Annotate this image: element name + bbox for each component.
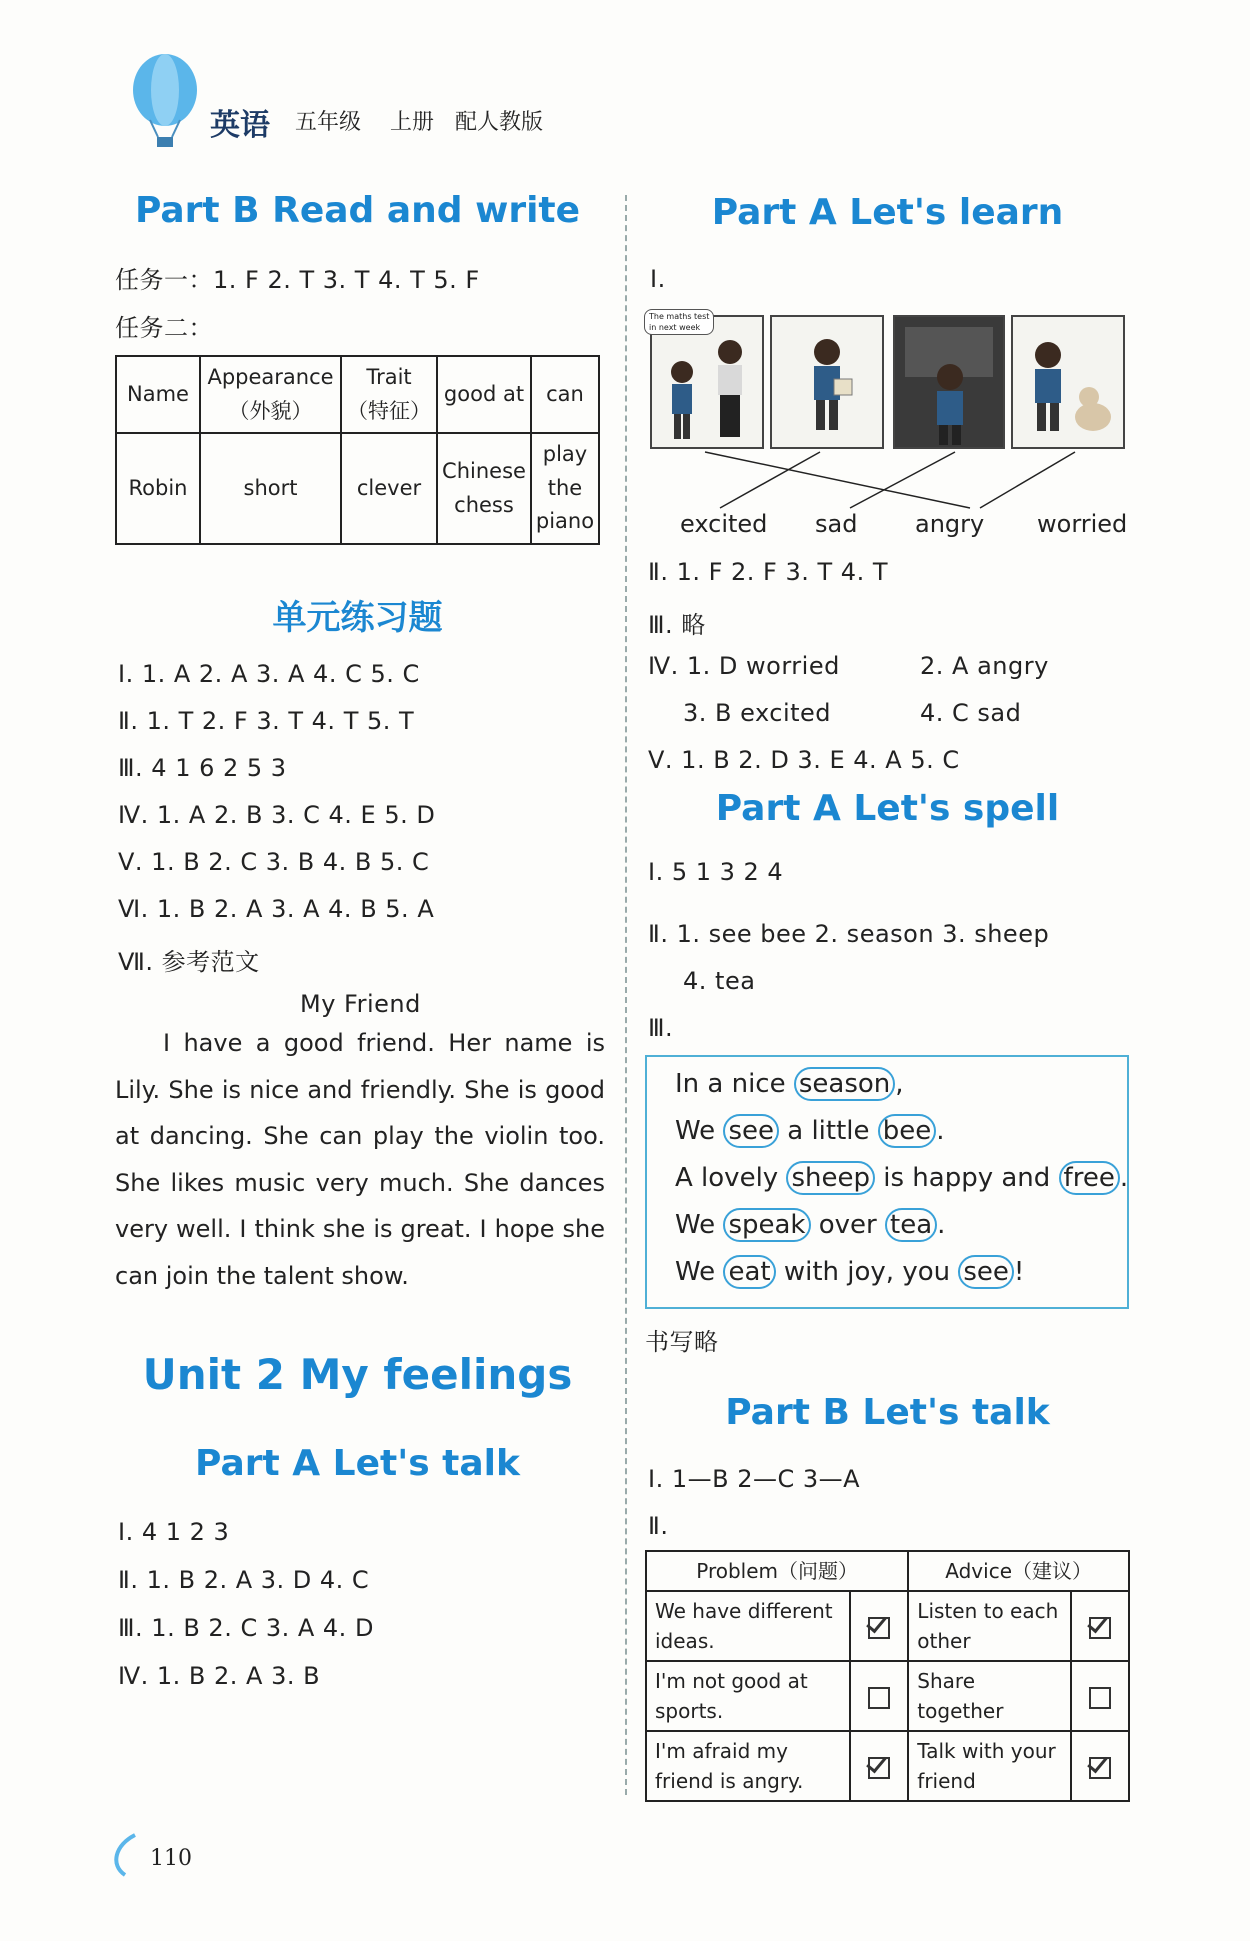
picture-gift [770, 315, 884, 449]
advice-cell: Listen to each other [908, 1591, 1071, 1661]
learn-q4-d: 4. C sad [920, 699, 1022, 727]
match-line-1 [705, 452, 970, 508]
poem-text: is happy and [874, 1163, 1059, 1193]
spell-q1: Ⅰ. 5 1 3 2 4 [648, 858, 784, 886]
speech-bubble [644, 309, 714, 335]
learn-q5: Ⅴ. 1. B 2. D 3. E 4. A 5. C [648, 746, 960, 774]
learn-q4-c: 3. B excited [683, 699, 832, 727]
spell-q2-line1: Ⅱ. 1. see bee 2. season 3. sheep [648, 920, 1050, 948]
good-at-line1: Chinese [442, 458, 526, 483]
checkbox[interactable] [1089, 1617, 1111, 1639]
poem-line-5 [675, 1257, 1024, 1287]
unit2-title: Unit 2 My feelings [142, 1350, 573, 1399]
advice-cell: Share together [908, 1661, 1071, 1731]
page-number: 110 [150, 1846, 192, 1871]
boy-gift-illustration [772, 317, 882, 447]
problem-cell: I'm not good at sports. [646, 1661, 850, 1731]
poem-text: with joy, you [775, 1257, 959, 1287]
page-header [100, 45, 660, 165]
exercise-line-6: Ⅵ. 1. B 2. A 3. A 4. B 5. A [118, 895, 435, 923]
circled-word: see [723, 1114, 779, 1148]
poem-text: , [895, 1069, 904, 1099]
poem-text: . [937, 1210, 946, 1240]
boy-dog-illustration [1013, 317, 1123, 447]
poem-text: a little [779, 1116, 878, 1146]
exercise-line-4: Ⅳ. 1. A 2. B 3. C 4. E 5. D [118, 801, 436, 829]
problem-checkbox-cell [850, 1591, 908, 1661]
picture-window [893, 315, 1005, 449]
circled-word: free [1059, 1161, 1120, 1195]
talk-line-2: Ⅱ. 1. B 2. A 3. D 4. C [118, 1566, 370, 1594]
problem-cell: We have different ideas. [646, 1591, 850, 1661]
header-good-at: good at [437, 356, 531, 433]
can-line1: play the [542, 442, 588, 500]
learn-q4-a: Ⅳ. 1. D worried [648, 652, 840, 680]
poem-text: over [810, 1210, 886, 1240]
part-a-spell-title: Part A Let's spell [715, 788, 1060, 829]
btalk-q2: Ⅱ. [648, 1512, 669, 1540]
poem-text: . [1119, 1163, 1129, 1193]
exercise-line-5: Ⅴ. 1. B 2. C 3. B 4. B 5. C [118, 848, 430, 876]
circled-word: bee [878, 1114, 937, 1148]
poem-text: We [675, 1257, 724, 1287]
checkbox[interactable] [868, 1757, 890, 1779]
circled-word: tea [885, 1208, 937, 1242]
checkbox[interactable] [1089, 1757, 1111, 1779]
writing-note: 书写略 [645, 1328, 719, 1356]
table-row [646, 1661, 1129, 1731]
matching-lines [640, 440, 1140, 520]
header-trait [341, 356, 437, 433]
checkbox[interactable] [868, 1617, 890, 1639]
boy-teacher-illustration [652, 317, 762, 447]
exercise-line-2: Ⅱ. 1. T 2. F 3. T 4. T 5. T [118, 707, 415, 735]
poem-text: We [675, 1210, 724, 1240]
essay-title: My Friend [300, 990, 421, 1018]
grade-label: 五年级 [295, 110, 362, 135]
spell-q2-line2: 4. tea [683, 967, 756, 995]
header-can: can [531, 356, 599, 433]
cell-name: Robin [116, 433, 200, 544]
cell-good-at [437, 433, 531, 544]
table-row [646, 1731, 1129, 1801]
edition-label: 配人教版 [455, 110, 544, 135]
poem-line-2 [675, 1116, 945, 1146]
circled-word: sheep [786, 1161, 875, 1195]
part-a-learn-title: Part A Let's learn [711, 192, 1064, 233]
appearance-label: Appearance [207, 365, 334, 389]
page-swoosh-icon [105, 1830, 145, 1880]
checkbox[interactable] [1089, 1687, 1111, 1709]
header-appearance [200, 356, 341, 433]
header-advice: Advice（建议） [908, 1551, 1129, 1591]
picture-test [649, 312, 764, 449]
circled-word: eat [723, 1255, 775, 1289]
table-row [646, 1591, 1129, 1661]
table-row [116, 433, 599, 544]
advice-cell: Talk with your friend [908, 1731, 1071, 1801]
header-name: Name [116, 356, 200, 433]
learn-q1-label: Ⅰ. [650, 265, 666, 293]
subject-label: 英语 [210, 108, 270, 143]
poem-text: . [936, 1116, 945, 1146]
advice-table [645, 1550, 1130, 1802]
poem-text: ! [1013, 1257, 1025, 1287]
talk-line-4: Ⅳ. 1. B 2. A 3. B [118, 1662, 321, 1690]
poem-line-3 [675, 1163, 1128, 1193]
match-line-3 [850, 452, 955, 508]
part-b-read-write-title: Part B Read and write [134, 190, 581, 231]
table-row [116, 356, 599, 433]
learn-q2: Ⅱ. 1. F 2. F 3. T 4. T [648, 558, 888, 586]
talk-line-3: Ⅲ. 1. B 2. C 3. A 4. D [118, 1614, 374, 1642]
column-divider [625, 195, 627, 1795]
problem-checkbox-cell [850, 1731, 908, 1801]
exercise-line-7: Ⅶ. 参考范文 [118, 948, 260, 976]
learn-q4-b: 2. A angry [920, 652, 1049, 680]
good-at-line2: chess [454, 492, 514, 517]
circled-word: see [958, 1255, 1014, 1289]
trait-table [115, 355, 600, 545]
cell-trait: clever [341, 433, 437, 544]
boy-window-illustration [895, 317, 1003, 447]
cell-can [531, 433, 599, 544]
table-row [646, 1551, 1129, 1591]
poem-text: A lovely [675, 1163, 787, 1193]
part-b-talk-title: Part B Let's talk [725, 1392, 1050, 1433]
feeling-sad: sad [815, 510, 858, 538]
picture-dog [1011, 315, 1125, 449]
poem-text: In a nice [675, 1069, 794, 1099]
poem-box [645, 1055, 1129, 1309]
term-label: 上册 [390, 110, 435, 135]
unit-exercises-title: 单元练习题 [272, 598, 443, 638]
exercise-line-3: Ⅲ. 4 1 6 2 5 3 [118, 754, 287, 782]
advice-checkbox-cell [1071, 1591, 1129, 1661]
btalk-q1: Ⅰ. 1—B 2—C 3—A [648, 1465, 861, 1493]
spell-q3: Ⅲ. [648, 1014, 674, 1042]
appearance-cn: （外貌） [228, 398, 313, 423]
problem-cell: I'm afraid my friend is angry. [646, 1731, 850, 1801]
circled-word: season [794, 1067, 895, 1101]
talk-line-1: Ⅰ. 4 1 2 3 [118, 1518, 230, 1546]
advice-checkbox-cell [1071, 1731, 1129, 1801]
feeling-angry: angry [915, 510, 985, 538]
poem-line-1 [675, 1069, 904, 1099]
bubble-line2: in next week [649, 323, 701, 332]
feeling-excited: excited [680, 510, 768, 538]
task2-label: 任务二： [115, 314, 213, 342]
match-line-4 [980, 452, 1075, 508]
task1-answers: 任务一：1. F 2. T 3. T 4. T 5. F [115, 266, 480, 294]
checkbox[interactable] [868, 1687, 890, 1709]
trait-label: Trait [366, 365, 412, 389]
bubble-line1: The maths test [649, 312, 710, 321]
header-problem: Problem（问题） [646, 1551, 908, 1591]
learn-q3: Ⅲ. 略 [648, 611, 706, 639]
can-line2: piano [535, 509, 595, 534]
essay-body: I have a good friend. Her name is Lily. She is nice and friendly. She is good at dancing. She can play the violin too. She likes music very much. She dances very well. I think she is great. I hope she can join the talent show. [115, 1029, 605, 1290]
part-a-talk-title: Part A Let's talk [195, 1443, 520, 1484]
cell-appearance: short [200, 433, 341, 544]
poem-line-4 [675, 1210, 945, 1240]
match-line-2 [720, 452, 820, 508]
problem-checkbox-cell [850, 1661, 908, 1731]
exercise-line-1: Ⅰ. 1. A 2. A 3. A 4. C 5. C [118, 660, 420, 688]
advice-checkbox-cell [1071, 1661, 1129, 1731]
essay-text [115, 1020, 605, 1299]
hot-air-balloon-icon [120, 45, 220, 155]
trait-cn: （特征） [347, 398, 431, 423]
feeling-worried: worried [1037, 510, 1128, 538]
circled-word: speak [723, 1208, 810, 1242]
poem-text: We [675, 1116, 724, 1146]
